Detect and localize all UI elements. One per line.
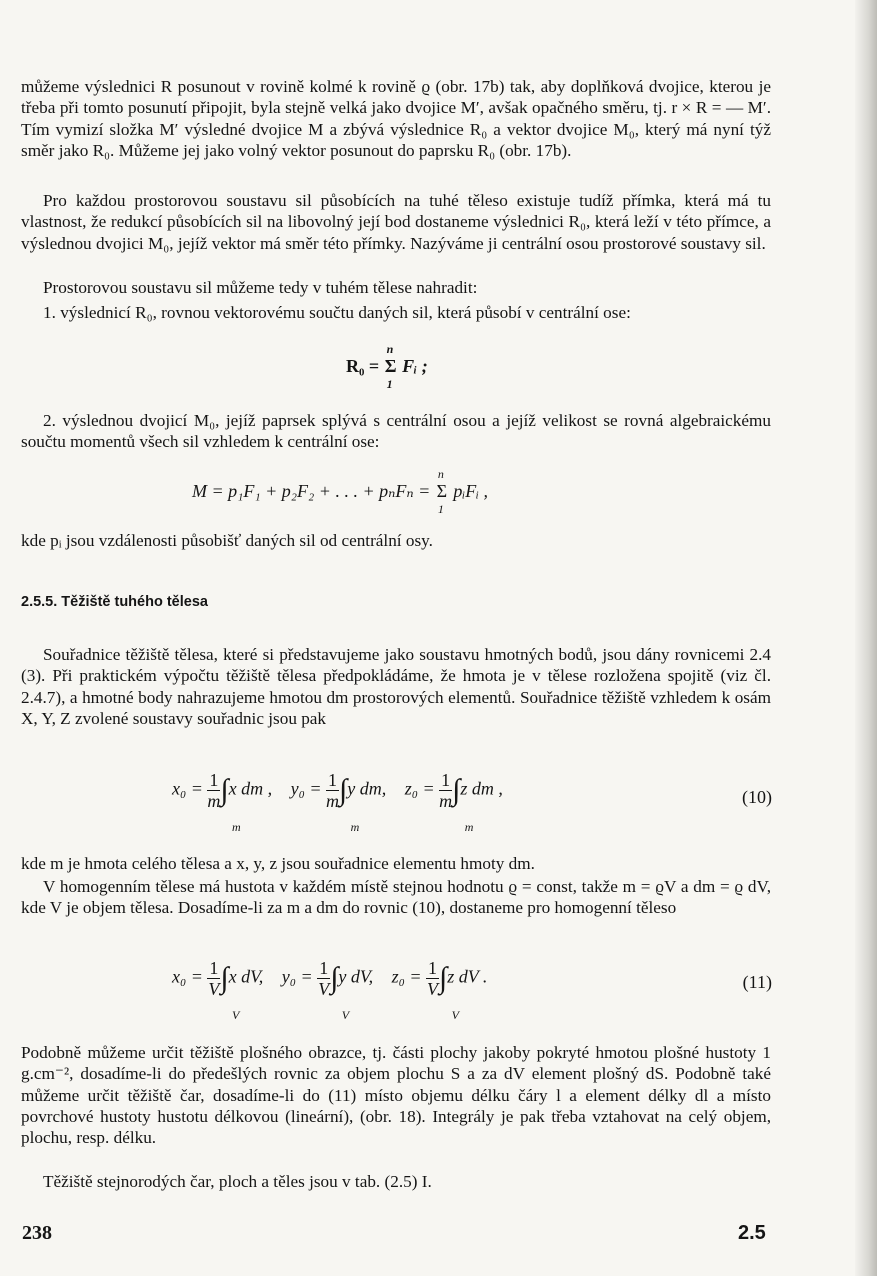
eq11-x-domain: V [232,1008,240,1022]
paragraph-vyslednice: 1. výslednicí R₀, rovnou vektorovému součtu daných sil, která působí v centrální ose: [43,303,631,322]
eq11-z-den: V [427,979,439,999]
eq10-y-num: 1 [328,770,338,790]
paragraph-centralni-osa: Pro každou prostorovou soustavu sil působících na tuhé těleso existuje tudíž přímka, která má tu vlastnost, že redukcí působících sil na libovolný její bod dostaneme výslednici R₀, která leží v této přímce, a výslednou dvojici M₀, jejíž vektor má směr této přímky. Nazýváme ji centrální osou prostorové soustavy sil. [21,191,771,253]
integral-icon: ∫ [452,773,461,807]
eq10-x-var: x₀ = [172,778,203,799]
equation-10 [172,770,503,834]
integral-icon: ∫ [220,961,229,995]
paragraph-plosny-obrazec: Podobně můžeme určit těžiště plošného obrazce, tj. části plochy jakoby pokryté hmotou plošné hustoty 1 g.cm⁻², dosadíme-li do předešlých rovnic za objem plochu S a za dV element plošný dS. Podobně také můžeme určit těžiště čar, dosadíme-li do (11) místo objemu délku čáry l a element délky dl a místo povrchové hustoty hustotu délkovou (lineární), (obr. 18). Integrály je pak třeba vztahovat na celý objem, plochu, resp. délku. [21,1043,771,1148]
eq-m-lower: 1 [437,502,444,516]
eq-r0-lhs: R₀ = [346,356,384,376]
eq11-x-integrand: x dV, [228,966,264,987]
eq-m-rhs: pᵢFᵢ , [453,481,489,501]
eq10-term-y [290,770,387,834]
integral-icon: ∫ [439,961,448,995]
eq11-y-num: 1 [319,958,329,978]
eq10-term-z [404,770,503,834]
eq-r0-lower: 1 [386,377,393,391]
eq10-z-integrand: z dm , [460,778,503,799]
eq-m-sum: Σ [436,481,448,501]
paragraph-dvojice: 2. výslednou dvojicí M₀, jejíž paprsek splývá s centrální osou a jejíž velikost se rovná algebraickému součtu momentů všech sil vzhledem k centrální ose: [21,411,771,452]
equation-number-10: (10) [742,787,772,807]
equation-m [192,467,489,516]
eq10-y-den: m [326,791,340,811]
paragraph-vzdalenosti: kde pᵢ jsou vzdálenosti působišť daných sil od centrální osy. [21,531,433,550]
paragraph-tabulka: Těžiště stejnorodých čar, ploch a těles jsou v tab. (2.5) I. [43,1172,432,1191]
eq10-z-den: m [439,791,453,811]
section-heading: 2.5.5. Těžiště tuhého tělesa [21,594,208,610]
eq11-y-den: V [318,979,330,999]
paragraph-posunuti: můžeme výslednici R posunout v rovině kolmé k rovině ϱ (obr. 17b) tak, aby doplňková dvojice, kterou je třeba při tomto posunutí připojit, byla stejně velká jako dvojice M′, avšak opačného směru, tj. r × R = — M′. Tím vymizí složka M′ výsledné dvojice M a zbývá výslednice R₀ a vektor dvojice M₀, který má nyní týž směr jako R₀. Můžeme jej jako volný vektor posunout do paprsku R₀ (obr. 17b). [21,77,771,160]
eq11-x-den: V [208,979,220,999]
eq11-z-num: 1 [428,958,438,978]
eq-m-lhs: M = p₁F₁ + p₂F₂ + . . . + pₙFₙ = [192,481,435,501]
eq11-term-y [281,958,374,1022]
equation-r0 [346,342,428,391]
eq11-y-domain: V [341,1008,350,1022]
paragraph-homogenni: V homogenním tělese má hustota v každém místě stejnou hodnotu ϱ = const, takže m = ϱV a dm = ϱ dV, kde V je objem tělesa. Dosadíme-li za m a dm do rovnic (10), dostaneme pro homogenní těleso [21,877,771,918]
eq11-x-num: 1 [209,958,219,978]
eq10-term-x [172,770,273,834]
integral-icon: ∫ [220,773,229,807]
paragraph-souradnice: Souřadnice těžiště tělesa, které si představujeme jako soustavu hmotných bodů, jsou dány rovnicemi 2.4 (3). Při praktickém výpočtu těžiště tělesa předpokládáme, že hmota je v tělese rozložena spojitě (viz čl. 2.4.7), a hmotné body nahrazujeme hmotou dm prostorových elementů. Souřadnice těžiště vzhledem k osám X, Y, Z zvolené soustavy souřadnic jsou pak [21,645,771,728]
integral-icon: ∫ [330,961,339,995]
eq10-z-num: 1 [441,770,451,790]
eq10-z-domain: m [464,820,474,834]
eq10-y-domain: m [350,820,360,834]
eq10-y-integrand: y dm, [347,778,387,799]
eq10-x-domain: m [232,820,241,834]
eq-m-upper: n [437,467,444,481]
eq10-x-integrand: x dm , [228,778,273,799]
eq10-z-var: z₀ = [404,778,435,799]
eq10-x-den: m [207,791,221,811]
eq11-y-integrand: y dV, [338,966,374,987]
eq-r0-upper: n [386,342,394,356]
equation-11 [172,958,488,1022]
eq10-y-var: y₀ = [290,778,322,799]
page-edge [855,0,877,1276]
paragraph-hmota: kde m je hmota celého tělesa a x, y, z jsou souřadnice elementu hmoty dm. [21,854,535,873]
eq11-y-var: y₀ = [281,966,313,987]
paragraph-nahradit: Prostorovou soustavu sil můžeme tedy v tuhém tělese nahradit: [43,278,478,297]
eq11-x-var: x₀ = [172,966,203,987]
eq11-z-domain: V [451,1008,459,1022]
eq11-z-var: z₀ = [391,966,422,987]
integral-icon: ∫ [339,773,348,807]
eq11-z-integrand: z dV . [447,966,488,987]
eq-r0-rhs: Fᵢ ; [402,356,428,376]
page-number: 238 [22,1222,52,1244]
equation-number-11: (11) [742,972,772,992]
eq11-term-x [172,958,264,1022]
section-number: 2.5 [738,1222,766,1244]
eq11-term-z [391,958,488,1022]
eq10-x-num: 1 [209,770,219,790]
eq-r0-sum: Σ [384,356,397,376]
